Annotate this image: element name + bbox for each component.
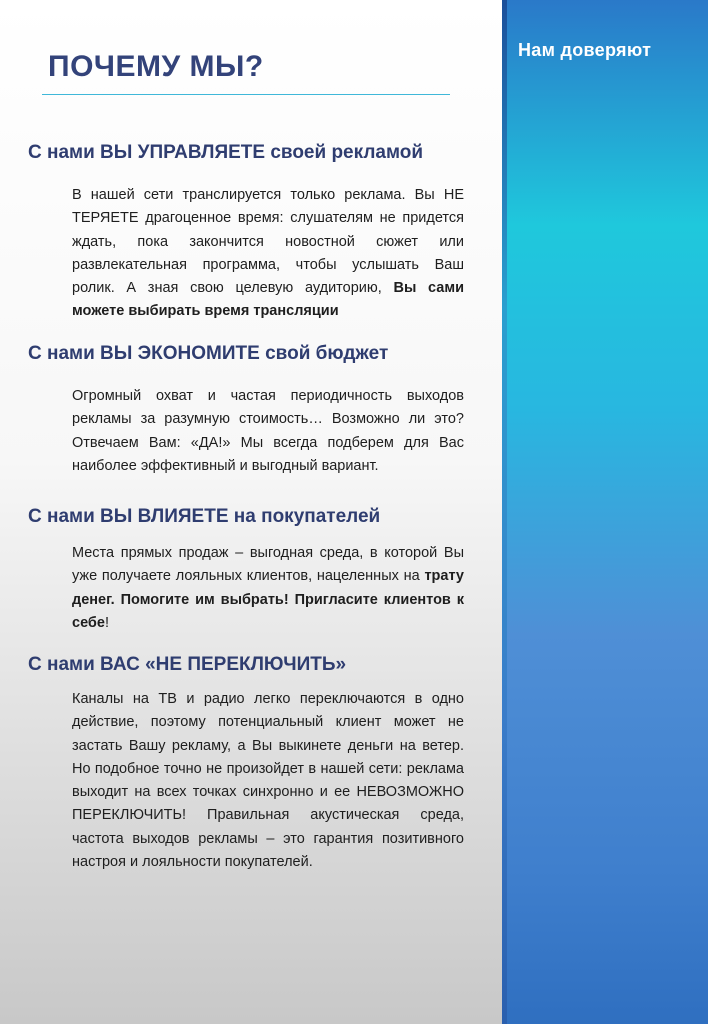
section-heading: С нами ВАС «НЕ ПЕРЕКЛЮЧИТЬ»	[28, 654, 347, 675]
page-title: ПОЧЕМУ МЫ?	[48, 50, 264, 83]
section-heading: С нами ВЫ ВЛИЯЕТЕ на покупателей	[28, 506, 381, 527]
section-text-bold: Вы сами можете выбирать время трансляции	[72, 280, 464, 320]
section-heading: С нами ВЫ ЭКОНОМИТЕ свой бюджет	[28, 343, 389, 364]
section-text: Огромный охват и частая периодичность выходов рекламы за разумную стоимость… Возможно ли это? Отвечаем Вам: «ДА!» Мы всегда подберем для Вас наиболее эффективный и выгодный вариант.	[72, 388, 464, 474]
section-text: Места прямых продаж – выгодная среда, в которой Вы уже получаете лояльных клиентов, нацеленных на трату денег. Помогите им выбрать! Пригласите клиентов к себе!	[72, 545, 464, 631]
section-heading: С нами ВЫ УПРАВЛЯЕТЕ своей рекламой	[28, 142, 424, 163]
section-text: В нашей сети транслируется только реклама. Вы НЕ ТЕРЯЕТЕ драгоценное время: слушателям не придется ждать, пока закончится новостной сюжет или развлекательная программа, чтобы услышать Ваш ролик. А зная свою целевую аудиторию, Вы сами можете выбирать время трансляции	[72, 187, 464, 320]
side-panel	[502, 0, 708, 1024]
section-text-bold: трату денег. Помогите им выбрать! Пригласите клиентов к себе	[72, 568, 464, 631]
side-panel-title: Нам доверяют	[518, 40, 652, 60]
title-divider	[42, 94, 450, 95]
section-text: Каналы на ТВ и радио легко переключаются в одно действие, поэтому потенциальный клиент может не застать Вашу рекламу, а Вы выкинете деньги на ветер. Но подобное точно не произойдет в нашей сети: реклама выходит на всех точках синхронно и ее НЕВОЗМОЖНО ПЕРЕКЛЮЧИТЬ! Правильная акустическая среда, частота выходов рекламы – это гарантия позитивного настроя и лояльности покупателей.	[72, 691, 464, 871]
